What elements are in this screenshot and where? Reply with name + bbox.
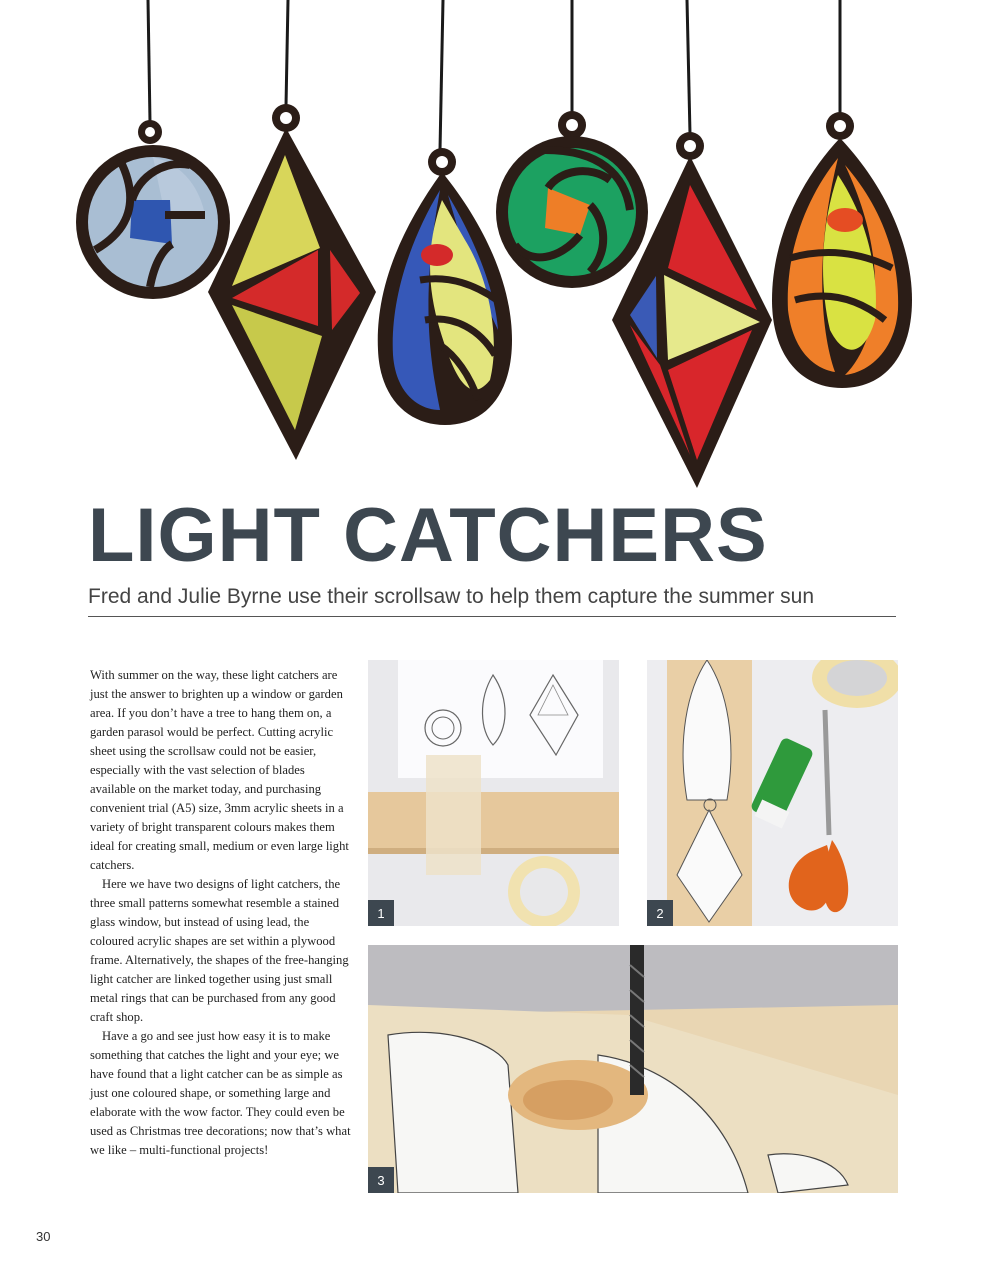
- teardrop-ornament-blue: [378, 148, 512, 425]
- light-catchers-illustration: [0, 0, 988, 500]
- photo-2: [647, 660, 898, 926]
- article-subtitle: Fred and Julie Byrne use their scrollsaw to help them capture the summer sun: [88, 585, 815, 608]
- drilling-pilot-holes-photo: [368, 945, 898, 1193]
- glued-patterns-scissors-photo: [647, 660, 898, 926]
- patterns-taped-to-wood-photo: [368, 660, 619, 926]
- body-paragraph: With summer on the way, these light catchers are just the answer to brighten up a window or garden area. If you don’t have a tree to hang them on, a garden parasol would be perfect. Cutting acrylic sheet using the scrollsaw could not be easier, especially with the vast selection of blades available on the market today, and purchasing convenient trial (A5) size, 3mm acrylic sheets in a variety of bright transparent colours makes them ideal for creating small, medium or even large light catchers.: [90, 668, 349, 872]
- page-number: 30: [36, 1229, 51, 1244]
- title-divider: [88, 616, 896, 617]
- diamond-ornament-yellow: [208, 104, 376, 460]
- photo-1: [368, 660, 619, 926]
- teardrop-ornament-orange: [772, 112, 912, 388]
- photo-number-badge: 3: [368, 1167, 394, 1193]
- round-ornament-green: [496, 111, 648, 288]
- body-paragraph: Have a go and see just how easy it is to make something that catches the light and your eye; we have found that a light catcher can be as simple as just one coloured shape, or something large and elaborate with the wow factor. They could even be used as Christmas tree decorations; now that’s what we like – multi-functional projects!: [90, 1029, 351, 1157]
- body-paragraph: Here we have two designs of light catchers, the three small patterns somewhat resemble a stained glass window, but instead of using lead, the coloured acrylic shapes are set within a plywood frame. Alternatively, the shapes of the free-hanging light catcher are linked together using just small metal rings that can be purchased from any good craft shop.: [90, 877, 349, 1024]
- photo-number-badge: 2: [647, 900, 673, 926]
- photo-3: [368, 945, 898, 1193]
- hero-image: [0, 0, 988, 500]
- article-title: LIGHT CATCHERS: [88, 493, 768, 578]
- photo-number-badge: 1: [368, 900, 394, 926]
- article-body: [90, 666, 352, 1160]
- round-ornament-blue: [76, 120, 230, 299]
